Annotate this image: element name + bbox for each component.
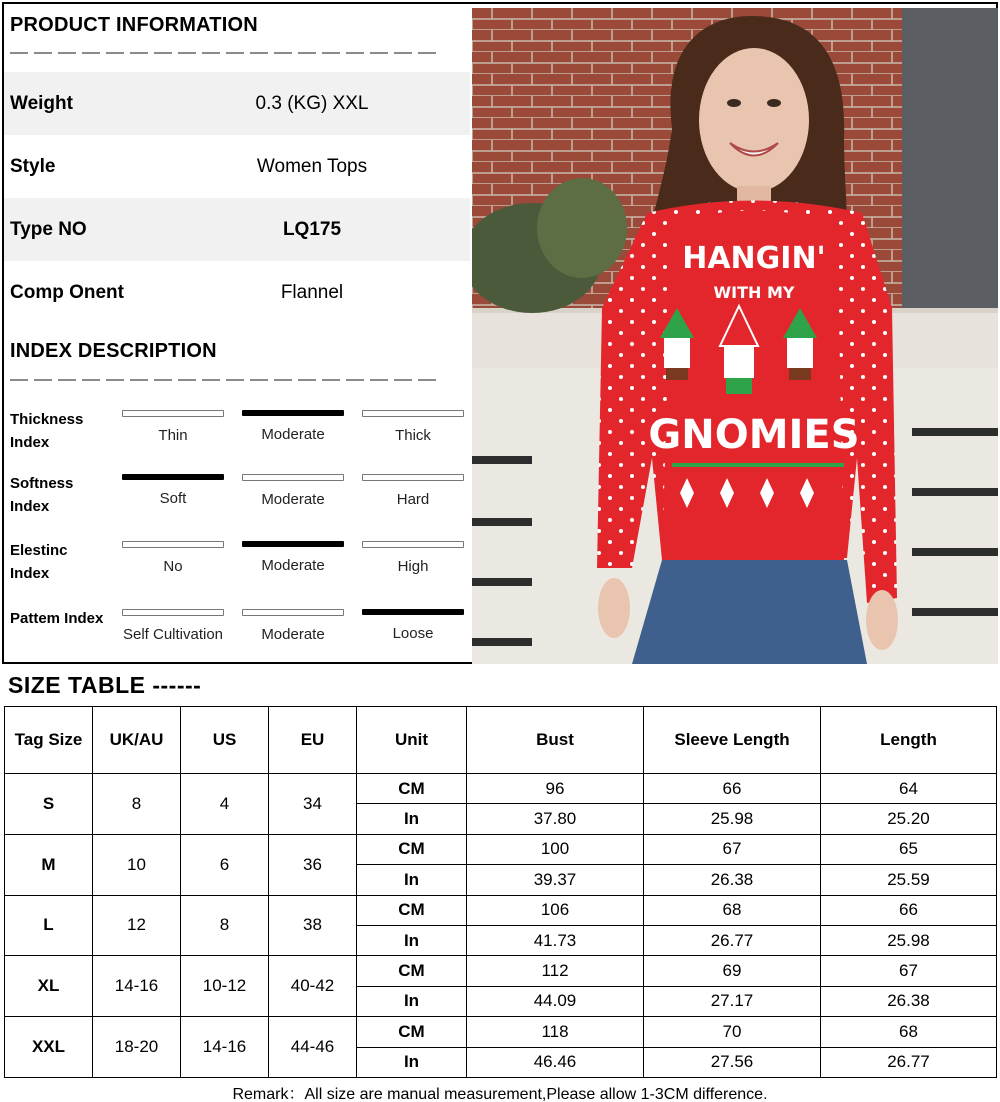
tag-size-cell: S (5, 774, 93, 835)
index-bar (122, 609, 224, 616)
tag-size-cell: XL (5, 956, 93, 1017)
index-option (242, 410, 344, 443)
header-uk-au: UK/AU (93, 707, 181, 774)
length-cell: 68 (821, 1017, 997, 1047)
us-cell: 14-16 (181, 1017, 269, 1078)
index-option-label: Loose (392, 625, 434, 642)
uk-au-cell: 10 (93, 834, 181, 895)
size-table-header (5, 707, 997, 774)
index-option-label: Moderate (261, 557, 325, 574)
unit-cell: In (357, 1047, 467, 1077)
sleeve-length-cell: 68 (644, 895, 821, 925)
tag-size-cell: L (5, 895, 93, 956)
index-bar (242, 474, 344, 481)
index-bar (362, 410, 464, 417)
tag-size-cell: M (5, 834, 93, 895)
unit-cell: CM (357, 895, 467, 925)
unit-cell: In (357, 865, 467, 895)
bust-cell: 46.46 (467, 1047, 644, 1077)
table-row (5, 834, 997, 864)
length-cell: 66 (821, 895, 997, 925)
unit-cell: In (357, 986, 467, 1016)
index-option-label: High (397, 558, 429, 575)
unit-cell: CM (357, 956, 467, 986)
uk-au-cell: 18-20 (93, 1017, 181, 1078)
eu-cell: 40-42 (269, 956, 357, 1017)
info-value: LQ175 (282, 218, 342, 240)
unit-cell: CM (357, 1017, 467, 1047)
sweater-text-bottom: GNOMIES (648, 412, 860, 458)
uk-au-cell: 12 (93, 895, 181, 956)
index-option (362, 541, 464, 575)
index-option (242, 541, 344, 574)
info-key: Style (10, 155, 56, 177)
table-row (5, 774, 997, 804)
index-bar (122, 410, 224, 417)
sleeve-length-cell: 25.98 (644, 804, 821, 834)
size-table-title: SIZE TABLE ------ (8, 672, 202, 698)
sleeve-length-cell: 27.17 (644, 986, 821, 1016)
length-cell: 25.98 (821, 925, 997, 955)
sweater-text-top: HANGIN' (682, 241, 826, 276)
sleeve-length-cell: 69 (644, 956, 821, 986)
eu-cell: 44-46 (269, 1017, 357, 1078)
index-option (242, 474, 344, 508)
length-cell: 25.20 (821, 804, 997, 834)
length-cell: 26.38 (821, 986, 997, 1016)
bust-cell: 96 (467, 774, 644, 804)
length-cell: 26.77 (821, 1047, 997, 1077)
info-row-type-no (4, 198, 470, 261)
index-option (122, 541, 224, 575)
index-option-label: No (163, 558, 183, 575)
bust-cell: 39.37 (467, 865, 644, 895)
bust-cell: 41.73 (467, 925, 644, 955)
unit-cell: CM (357, 834, 467, 864)
size-table-body (5, 774, 997, 1078)
index-option (242, 609, 344, 643)
index-option (362, 609, 464, 642)
bust-cell: 106 (467, 895, 644, 925)
info-value: 0.3 (KG) XXL (255, 92, 369, 114)
eu-cell: 36 (269, 834, 357, 895)
header-bust: Bust (467, 707, 644, 774)
sleeve-length-cell: 26.38 (644, 865, 821, 895)
index-option-label: Soft (159, 490, 187, 507)
index-option-label: Thin (158, 427, 188, 444)
index-label: Pattem Index (10, 610, 104, 627)
header-tag-size: Tag Size (5, 707, 93, 774)
sleeve-length-cell: 26.77 (644, 925, 821, 955)
bust-cell: 44.09 (467, 986, 644, 1016)
header-unit: Unit (357, 707, 467, 774)
table-row (5, 895, 997, 925)
index-row (4, 472, 470, 534)
index-option-label: Hard (396, 491, 430, 508)
index-bar (362, 541, 464, 548)
index-option (362, 474, 464, 508)
eu-cell: 34 (269, 774, 357, 835)
length-cell: 65 (821, 834, 997, 864)
index-option-label: Moderate (261, 426, 325, 443)
index-row (4, 408, 470, 470)
index-row (4, 539, 470, 601)
sweater-text-mid: WITH MY (713, 283, 795, 302)
info-value: Flannel (280, 281, 344, 303)
index-row (4, 607, 470, 669)
eu-cell: 38 (269, 895, 357, 956)
model-photo-illustration (472, 8, 998, 664)
index-bar-selected (242, 410, 344, 416)
index-bar-selected (122, 474, 224, 480)
index-label: Thickness Index (10, 411, 84, 451)
length-cell: 64 (821, 774, 997, 804)
header-eu: EU (269, 707, 357, 774)
index-description-title: INDEX DESCRIPTION (10, 340, 217, 362)
unit-cell: In (357, 925, 467, 955)
index-option (122, 609, 224, 643)
us-cell: 10-12 (181, 956, 269, 1017)
info-row-style (4, 135, 470, 198)
index-option-label: Moderate (261, 491, 325, 508)
index-option (122, 410, 224, 444)
us-cell: 8 (181, 895, 269, 956)
header-us: US (181, 707, 269, 774)
info-key: Comp Onent (10, 281, 124, 303)
uk-au-cell: 14-16 (93, 956, 181, 1017)
sleeve-length-cell: 27.56 (644, 1047, 821, 1077)
bust-cell: 112 (467, 956, 644, 986)
divider (10, 52, 442, 54)
index-option (122, 474, 224, 507)
us-cell: 4 (181, 774, 269, 835)
sleeve-length-cell: 67 (644, 834, 821, 864)
info-row-weight (4, 72, 470, 135)
info-column (4, 4, 470, 662)
product-info-title: PRODUCT INFORMATION (10, 14, 258, 36)
tag-size-cell: XXL (5, 1017, 93, 1078)
unit-cell: In (357, 804, 467, 834)
info-value: Women Tops (256, 155, 368, 177)
index-option-label: Moderate (261, 626, 325, 643)
index-bar (122, 541, 224, 548)
bust-cell: 100 (467, 834, 644, 864)
header-length: Length (821, 707, 997, 774)
length-cell: 25.59 (821, 865, 997, 895)
size-table (4, 706, 997, 1078)
sleeve-length-cell: 66 (644, 774, 821, 804)
index-bar (362, 474, 464, 481)
product-photo (472, 8, 998, 664)
bust-cell: 118 (467, 1017, 644, 1047)
unit-cell: CM (357, 774, 467, 804)
index-option-label: Self Cultivation (122, 626, 224, 643)
index-option-label: Thick (395, 427, 431, 444)
index-option (362, 410, 464, 444)
index-bar-selected (242, 541, 344, 547)
bust-cell: 37.80 (467, 804, 644, 834)
table-row (5, 1017, 997, 1047)
index-label: Elestinc Index (10, 542, 68, 582)
table-row (5, 956, 997, 986)
remark-note: Remark：All size are manual measurement,Please allow 1-3CM difference. (232, 1086, 768, 1102)
length-cell: 67 (821, 956, 997, 986)
us-cell: 6 (181, 834, 269, 895)
sleeve-length-cell: 70 (644, 1017, 821, 1047)
info-row-component (4, 261, 470, 324)
header-sleeve-length: Sleeve Length (644, 707, 821, 774)
index-bar-selected (362, 609, 464, 615)
divider (10, 379, 442, 381)
info-key: Weight (10, 92, 73, 114)
index-bar (242, 609, 344, 616)
product-panel (2, 2, 998, 664)
index-label: Softness Index (10, 475, 74, 515)
info-key: Type NO (10, 218, 87, 240)
uk-au-cell: 8 (93, 774, 181, 835)
